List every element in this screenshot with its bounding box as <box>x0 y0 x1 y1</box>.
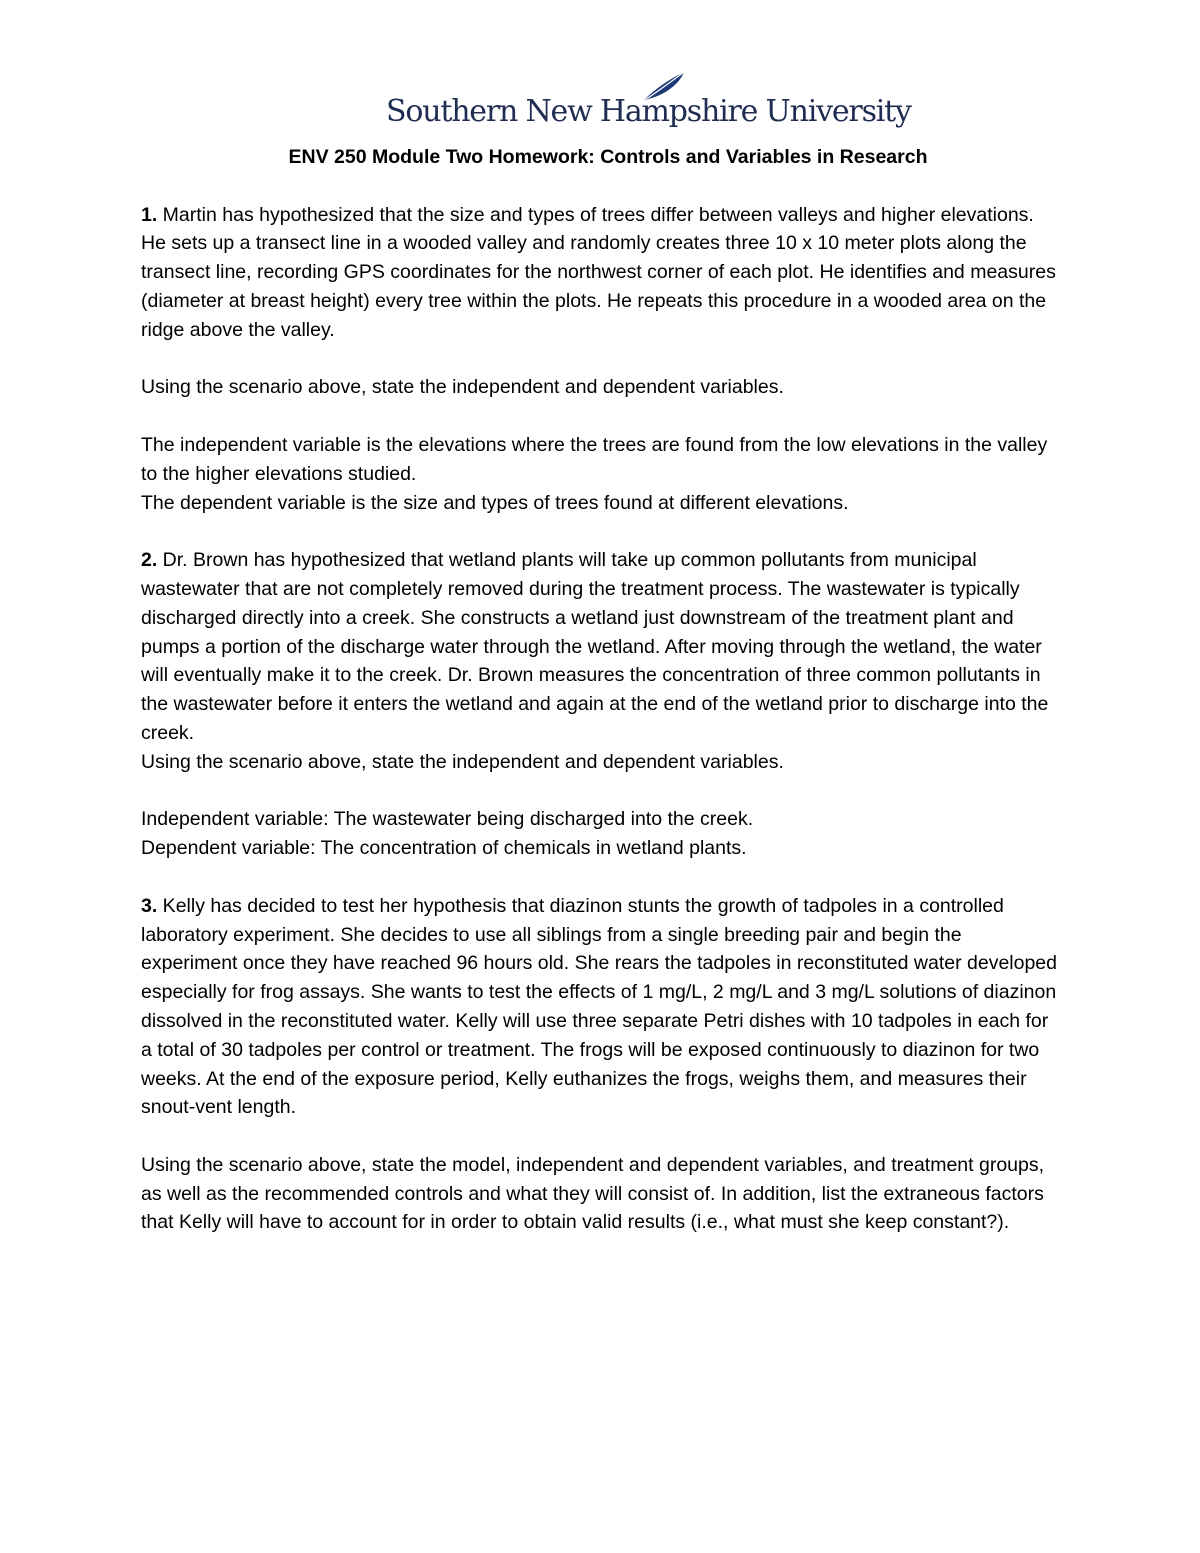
question-prompt: Using the scenario above, state the model, independent and dependent variables, and treatment groups, as well as the recommended controls and what they will consist of. In addition, list the extraneous factors that Kelly will have to account for in order to obtain valid results (i.e., what must she keep constant?). <box>141 1153 1045 1234</box>
page-title: ENV 250 Module Two Homework: Controls and Variables in Research <box>288 146 928 168</box>
question-scenario: Kelly has decided to test her hypothesis that diazinon stunts the growth of tadpoles in a controlled laboratory experiment. She decides to use all siblings from a single breeding pair and begin the experiment once they have reached 96 hours old. She rears the tadpoles in reconstituted water developed especially for frog assays. She wants to test the effects of 1 mg/L, 2 mg/L and 3 mg/L solutions of diazinon dissolved in the reconstituted water. Kelly will use three separate Petri dishes with 10 tadpoles in each for a total of 30 tadpoles per control or treatment. The frogs will be exposed continuously to diazinon for two weeks. At the end of the exposure period, Kelly euthanizes the frogs, weighs them, and measures their snout-vent length. <box>141 894 1057 1119</box>
answer-independent: The independent variable is the elevations where the trees are found from the low elevations in the valley to the higher elevations studied. <box>141 433 1048 485</box>
question-number: 1. <box>141 203 158 226</box>
question-scenario: Dr. Brown has hypothesized that wetland plants will take up common pollutants from municipal wastewater that are not completely removed during the treatment process. The wastewater is typically discharged directly into a creek. She constructs a wetland just downstream of the treatment plant and pumps a portion of the discharge water through the wetland. After moving through the wetland, the water will eventually make it to the creek. Dr. Brown measures the concentration of three common pollutants in the wastewater before it enters the wetland and again at the end of the wetland prior to discharge into the creek. <box>141 549 1049 744</box>
university-logo <box>386 68 911 140</box>
answer-dependent: Dependent variable: The concentration of chemicals in wetland plants. <box>141 837 747 860</box>
question-scenario: Martin has hypothesized that the size and types of trees differ between valleys and higher elevations. He sets up a transect line in a wooded valley and randomly creates three 10 x 10 meter plots along the transect line, recording GPS coordinates for the northwest corner of each plot. He identifies and measures (diameter at breast height) every tree within the plots. He repeats this procedure in a wooded area on the ridge above the valley. <box>141 203 1056 341</box>
document-body <box>141 143 1061 1237</box>
answer-dependent: The dependent variable is the size and types of trees found at different elevations. <box>141 491 849 514</box>
question-2 <box>141 546 1061 748</box>
logo-wordmark: Southern New Hampshire University <box>386 94 911 129</box>
question-prompt: Using the scenario above, state the independent and dependent variables. <box>141 750 784 773</box>
answer-independent: Independent variable: The wastewater being discharged into the creek. <box>141 808 754 831</box>
question-prompt: Using the scenario above, state the independent and dependent variables. <box>141 376 784 399</box>
question-1 <box>141 201 1061 345</box>
question-number: 3. <box>141 894 158 917</box>
question-3 <box>141 892 1061 1122</box>
question-number: 2. <box>141 549 158 572</box>
